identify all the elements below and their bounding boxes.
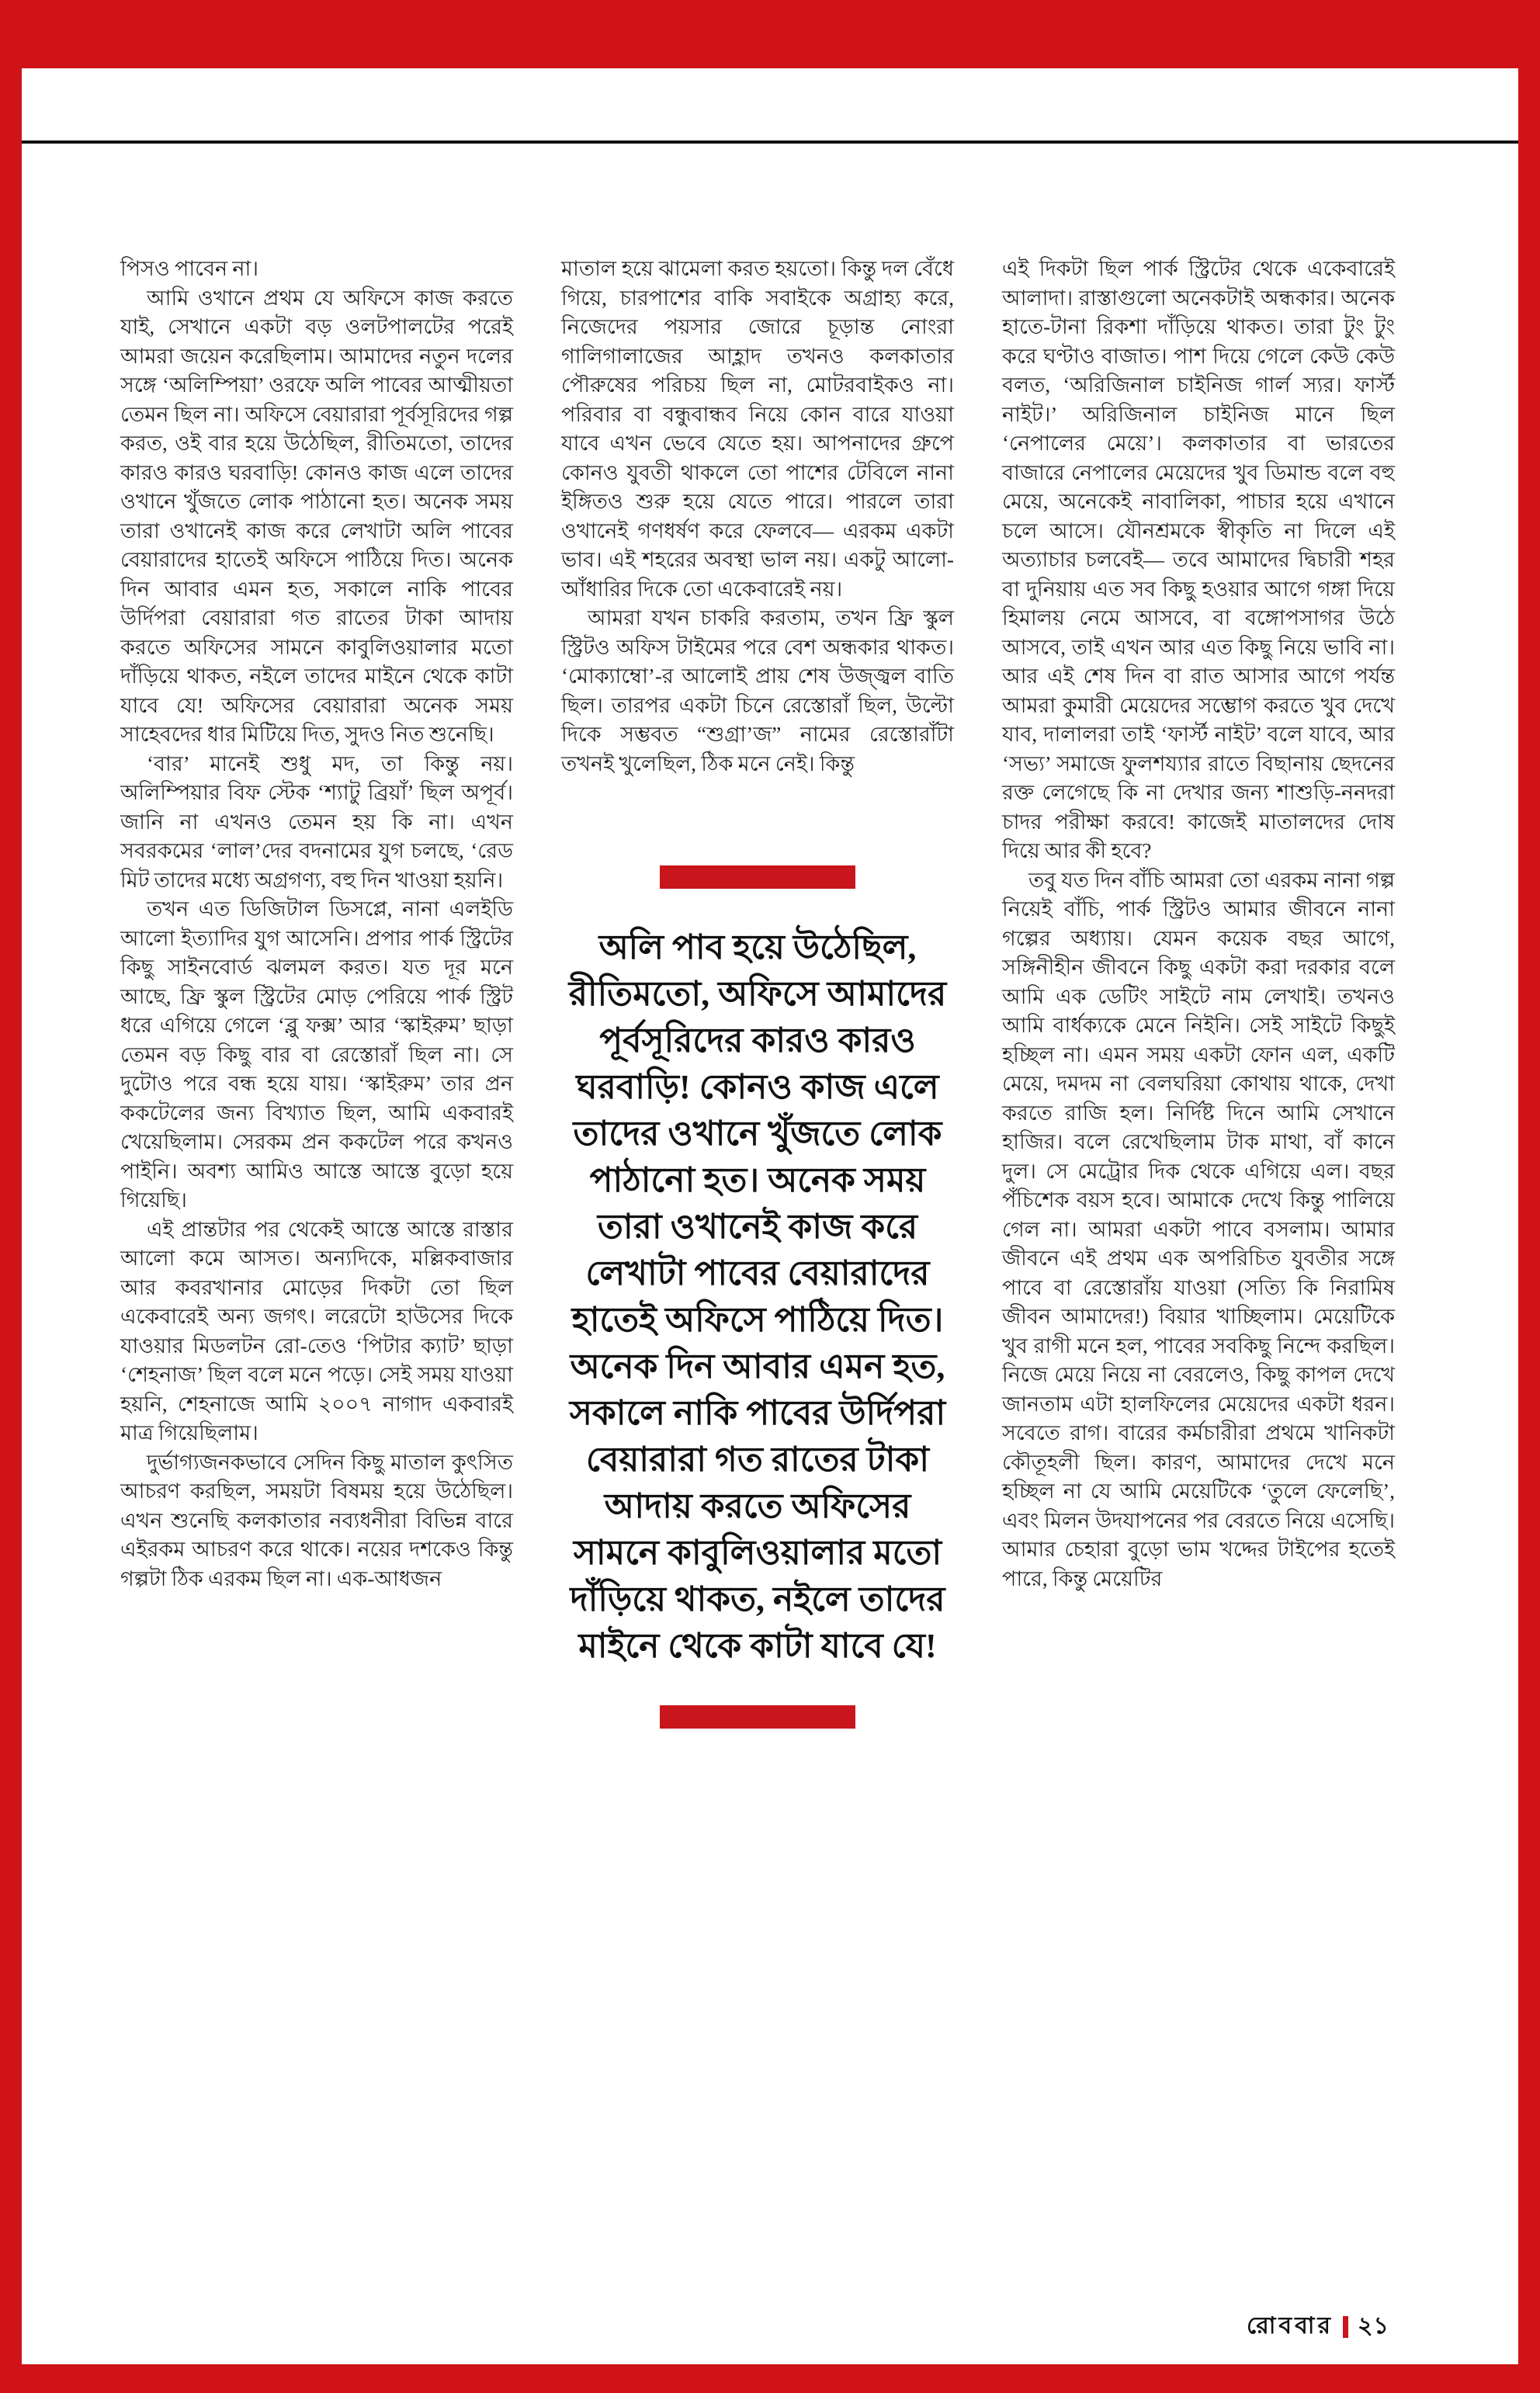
column-1-text <box>120 255 513 1594</box>
paragraph: দুর্ভাগ্যজনকভাবে সেদিন কিছু মাতাল কুৎসিত আচরণ করছিল, সময়টা বিষময় হয়ে উঠেছিল। এখন শুনেছি কলকাতার নব্যধনীরা বিভিন্ন বারে এইরকম আচরণ করে থাকে। নয়ের দশকেও কিন্তু গল্পটা ঠিক এরকম ছিল না। এক-আধজন <box>120 1450 513 1590</box>
paragraph: এই দিকটা ছিল পার্ক স্ট্রিটের থেকে একেবারেই আলাদা। রাস্তাগুলো অনেকটাই অন্ধকার। অনেক হাতে-টানা রিকশা দাঁড়িয়ে থাকত। তারা টুং টুং করে ঘণ্টাও বাজাত। পাশ দিয়ে গেলে কেউ কেউ বলত, ‘অরিজিনাল চাইনিজ গার্ল স্যর। ফার্স্ট নাইট।’ অরিজিনাল চাইনিজ মানে ছিল ‘নেপালের মেয়ে’। কলকাতার বা ভারতের বাজারে নেপালের মেয়েদের খুব ডিমান্ড বলে বহু মেয়ে, অনেকেই নাবালিকা, পাচার হয়ে এখানে চলে আসে। যৌনশ্রমকে স্বীকৃতি না দিলে এই অত্যাচার চলবেই— তবে আমাদের দ্বিচারী শহর বা দুনিয়ায় এত সব কিছু হওয়ার আগে গঙ্গা দিয়ে হিমালয় নেমে আসবে, বা বঙ্গোপসাগর উঠে আসবে, তাই এখন আর এত কিছু নিয়ে ভাবি না। আর এই শেষ দিন বা রাত আসার আগে পর্যন্ত আমরা কুমারী মেয়েদের সম্ভোগ করতে খুব দেখে যাব, দালালরা তাই ‘ফার্স্ট নাইট’ বলে যাবে, আর ‘সভ্য’ সমাজে ফুলশয্যার রাতে বিছানায় ছেদনের রক্ত লেগেছে কি না দেখার জন্য শাশুড়ি-ননদরা চাদর পরীক্ষা করবে! কাজেই মাতালদের দোষ দিয়ে আর কী হবে? <box>1002 257 1395 862</box>
footer-page-number: ২১ <box>1358 2313 1389 2339</box>
paragraph: পিসও পাবেন না। <box>120 257 259 280</box>
page-frame-right <box>1518 0 1540 2393</box>
column-2-text <box>561 255 954 779</box>
page-frame-bottom <box>0 2364 1540 2393</box>
paragraph: মাতাল হয়ে ঝামেলা করত হয়তো। কিন্তু দল বেঁধে গিয়ে, চারপাশের বাকি সবাইকে অগ্রাহ্য করে, নিজেদের পয়সার জোরে চূড়ান্ত নোংরা গালিগালাজের আহ্লাদ তখনও কলকাতার পৌরুষের পরিচয় ছিল না, মোটরবাইকও না। পরিবার বা বন্ধুবান্ধব নিয়ে কোন বারে যাওয়া যাবে এখন ভেবে যেতে হয়। আপনাদের গ্রুপে কোনও যুবতী থাকলে তো পাশের টেবিলে নানা ইঙ্গিতও শুরু হয়ে যেতে পারে। পারলে তারা ওখানেই গণধর্ষণ করে ফেলবে— এরকম একটা ভাব। এই শহরের অবস্থা ভাল নয়। একটু আলো-আঁধারির দিকে তো একেবারেই নয়। <box>561 257 954 601</box>
pull-quote-top-bar <box>660 865 855 889</box>
page-frame-top <box>0 0 1540 68</box>
footer-separator <box>1343 2316 1348 2338</box>
header-rule <box>22 140 1518 144</box>
paragraph: তবু যত দিন বাঁচি আমরা তো এরকম নানা গল্প নিয়েই বাঁচি, পার্ক স্ট্রিটও আমার জীবনে নানা গল্পের অধ্যায়। যেমন কয়েক বছর আগে, সঙ্গিনীহীন জীবনে কিছু একটা করা দরকার বলে আমি এক ডেটিং সাইটে নাম লেখাই। তখনও আমি বার্ধক্যকে মেনে নিইনি। সেই সাইটে কিছুই হচ্ছিল না। এমন সময় একটা ফোন এল, একটি মেয়ে, দমদম না বেলঘরিয়া কোথায় থাকে, দেখা করতে রাজি হল। নির্দিষ্ট দিনে আমি সেখানে হাজির। বলে রেখেছিলাম টাক মাথা, বাঁ কানে দুল। সে মেট্রোর দিক থেকে এগিয়ে এল। বছর পঁচিশেক বয়স হবে। আমাকে দেখে কিন্তু পালিয়ে গেল না। আমরা একটা পাবে বসলাম। আমার জীবনে এই প্রথম এক অপরিচিত যুবতীর সঙ্গে পাবে বা রেস্তোরাঁয় যাওয়া (সত্যি কি নিরামিষ জীবন আমাদের!) বিয়ার খাচ্ছিলাম। মেয়েটিকে খুব রাগী মনে হল, পাবের সবকিছু নিন্দে করছিল। নিজে মেয়ে নিয়ে না বেরলেও, কিছু কাপল দেখে জানতাম এটা হালফিলের মেয়েদের একটা ধরন। সবেতে রাগ। বারের কর্মচারীরা প্রথমে খানিকটা কৌতূহলী ছিল। কারণ, আমাদের দেখে মনে হচ্ছিল না যে আমি মেয়েটিকে ‘তুলে ফেলেছি’, এবং মিলন উদযাপনের পর বেরতে নিয়ে এসেছি। আমার চেহারা বুড়ো ভাম খদ্দের টাইপের হতেই পারে, কিন্তু মেয়েটির <box>1002 868 1395 1590</box>
page-frame-left <box>0 0 22 2393</box>
pull-quote <box>561 865 954 1729</box>
article-column-2 <box>561 255 954 1729</box>
paragraph: আমরা যখন চাকরি করতাম, তখন ফ্রি স্কুল স্ট্রিটও অফিস টাইমের পরে বেশ অন্ধকার থাকত। ‘মোক্যাম্বো’-র আলোই প্রায় শেষ উজ্জ্বল বাতি ছিল। তারপর একটা চিনে রেস্তোরাঁ ছিল, উল্টো দিকে সম্ভবত “শুগ্রা’জ” নামের রেস্তোরাঁটা তখনই খুলেছিল, ঠিক মনে নেই। কিন্তু <box>561 606 954 775</box>
article-columns <box>120 255 1395 1729</box>
paragraph: আমি ওখানে প্রথম যে অফিসে কাজ করতে যাই, সেখানে একটা বড় ওলটপালটের পরেই আমরা জয়েন করেছিলাম। আমাদের নতুন দলের সঙ্গে ‘অলিম্পিয়া’ ওরফে অলি পাবের আত্মীয়তা তেমন ছিল না। অফিসে বেয়ারারা পূর্বসূরিদের গল্প করত, ওই বার হয়ে উঠেছিল, রীতিমতো, তাদের কারও কারও ঘরবাড়ি! কোনও কাজ এলে তাদের ওখানে খুঁজতে লোক পাঠানো হত। অনেক সময় তারা ওখানেই কাজ করে লেখাটা অলি পাবের বেয়ারাদের হাতেই অফিসে পাঠিয়ে দিত। অনেক দিন আবার এমন হত, সকালে নাকি পাবের উর্দিপরা বেয়ারারা গত রাতের টাকা আদায় করতে অফিসের সামনে কাবুলিওয়ালার মতো দাঁড়িয়ে থাকত, নইলে তাদের মাইনে থেকে কাটা যাবে যে! অফিসের বেয়ারারা অনেক সময় সাহেবদের ধার মিটিয়ে দিত, সুদও নিত শুনেছি। <box>120 286 513 746</box>
page-footer <box>1247 2307 1389 2346</box>
paragraph: এই প্রান্তটার পর থেকেই আস্তে আস্তে রাস্তার আলো কমে আসত। অন্যদিকে, মল্লিকবাজার আর কবরখানার মোড়ের দিকটা তো ছিল একেবারেই অন্য জগৎ। লরেটো হাউসের দিকে যাওয়ার মিডলটন রো-তেও ‘পিটার ক্যাট’ ছাড়া ‘শেহনাজ’ ছিল বলে মনে পড়ে। সেই সময় যাওয়া হয়নি, শেহনাজে আমি ২০০৭ নাগাদ একবারই মাত্র গিয়েছিলাম। <box>120 1217 513 1444</box>
paragraph: ‘বার’ মানেই শুধু মদ, তা কিন্তু নয়। অলিম্পিয়ার বিফ স্টেক ‘শ্যাটু ব্রিয়াঁ’ ছিল অপূর্ব। জানি না এখনও তেমন হয় কি না। এখন সবরকমের ‘লাল’দের বদনামের যুগ চলছে, ‘রেড মিট তাদের মধ্যে অগ্রগণ্য, বহু দিন খাওয়া হয়নি। <box>120 751 513 892</box>
article-column-3 <box>1002 255 1395 1729</box>
paragraph: তখন এত ডিজিটাল ডিসপ্লে, নানা এলইডি আলো ইত্যাদির যুগ আসেনি। প্রপার পার্ক স্ট্রিটের কিছু সাইনবোর্ড ঝলমল করত। যত দূর মনে আছে, ফ্রি স্কুল স্ট্রিটের মোড় পেরিয়ে পার্ক স্ট্রিট ধরে এগিয়ে গেলে ‘ব্লু ফক্স’ আর ‘স্কাইরুম’ ছাড়া তেমন বড় কিছু বার বা রেস্তোরাঁ ছিল না। সে দুটোও পরে বন্ধ হয়ে যায়। ‘স্কাইরুম’ তার প্রন ককটেলের জন্য বিখ্যাত ছিল, আমি একবারই খেয়েছিলাম। সেরকম প্রন ককটেল পরে কখনও পাইনি। অবশ্য আমিও আস্তে আস্তে বুড়ো হয়ে গিয়েছি। <box>120 897 513 1212</box>
pull-quote-bottom-bar <box>660 1705 855 1729</box>
pull-quote-text: অলি পাব হয়ে উঠেছিল, রীতিমতো, অফিসে আমাদের পূর্বসূরিদের কারও কারও ঘরবাড়ি! কোনও কাজ এলে তাদের ওখানে খুঁজতে লোক পাঠানো হত। অনেক সময় তারা ওখানেই কাজ করে লেখাটা পাবের বেয়ারাদের হাতেই অফিসে পাঠিয়ে দিত। অনেক দিন আবার এমন হত, সকালে নাকি পাবের উর্দিপরা বেয়ারারা গত রাতের টাকা আদায় করতে অফিসের সামনে কাবুলিওয়ালার মতো দাঁড়িয়ে থাকত, নইলে তাদের মাইনে থেকে কাটা যাবে যে! <box>568 928 947 1665</box>
article-column-1 <box>120 255 513 1729</box>
footer-brand: রোববার <box>1247 2313 1334 2339</box>
column-3-text <box>1002 255 1395 1594</box>
